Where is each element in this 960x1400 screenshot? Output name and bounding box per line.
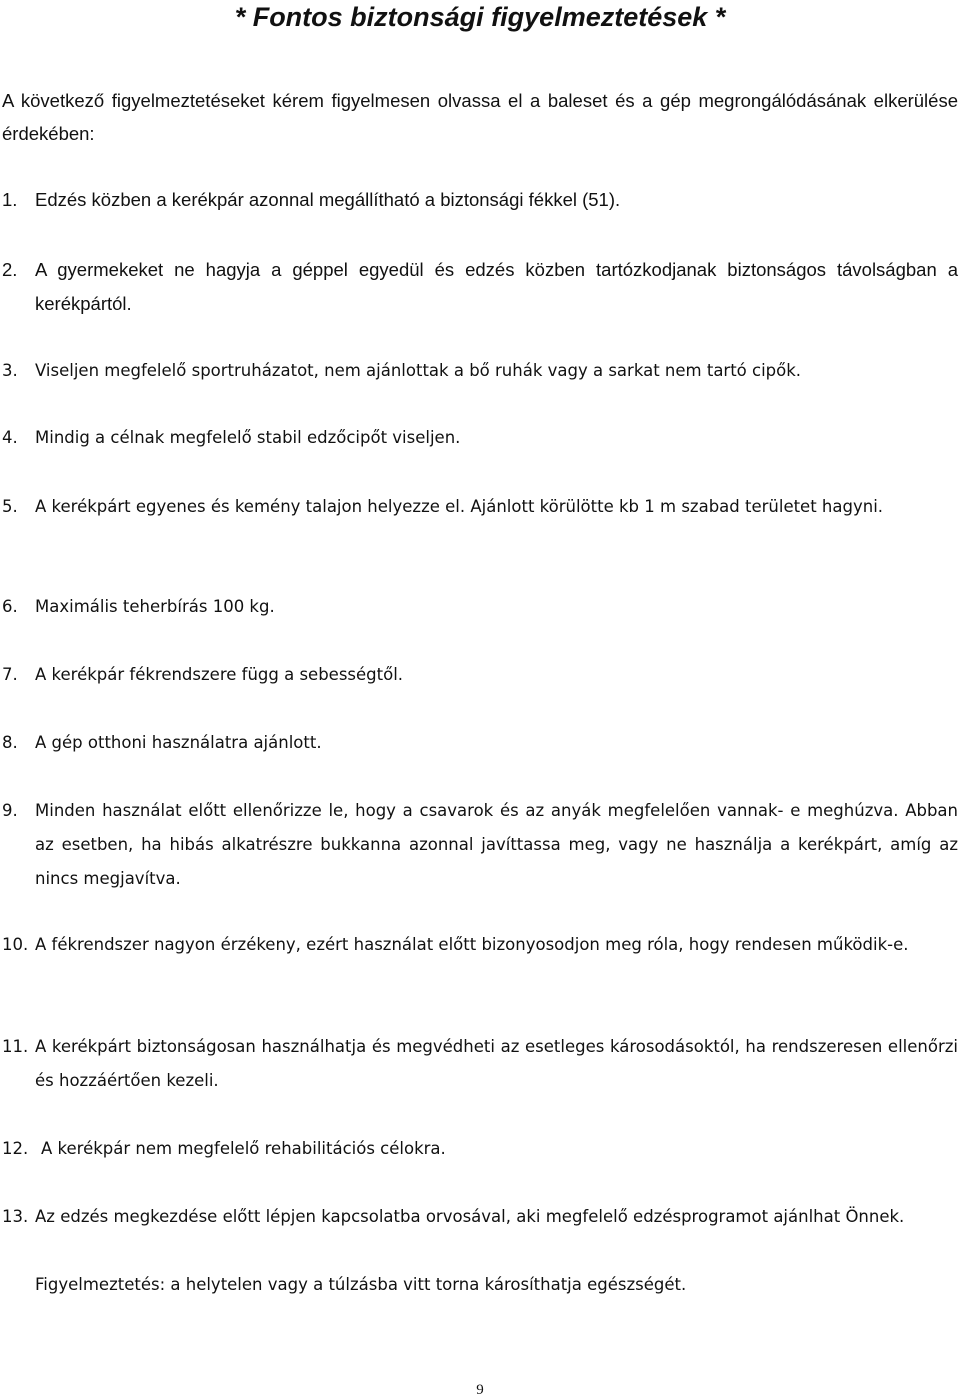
intro-paragraph: A következő figyelmeztetéseket kérem figyelmesen olvassa el a baleset és a gép megrongálódásának elkerülése érdekében:	[2, 90, 958, 144]
list-item-number: 2.	[2, 259, 18, 280]
list-item-number: 11.	[2, 1037, 29, 1056]
list-item-number: 1.	[2, 189, 18, 210]
list-item	[2, 253, 958, 321]
list-item-text: A kerékpárt biztonságosan használhatja és megvédheti az esetleges károsodásoktól, ha rendszeresen ellenőrzi és hozzáértően kezeli.	[35, 1037, 958, 1090]
list-item	[2, 928, 958, 962]
list-item-text: A fékrendszer nagyon érzékeny, ezért használat előtt bizonyosodjon meg róla, hogy rendesen működik-e.	[35, 935, 909, 954]
list-item-text: Edzés közben a kerékpár azonnal megállítható a biztonsági fékkel (51).	[35, 189, 621, 210]
list-item	[2, 658, 958, 692]
list-item-number: 5.	[2, 497, 18, 516]
list-item	[2, 1200, 958, 1234]
list-item	[2, 1030, 958, 1098]
list-item	[2, 183, 958, 217]
list-item-text: Viseljen megfelelő sportruházatot, nem ajánlottak a bő ruhák vagy a sarkat nem tartó cipők.	[35, 361, 802, 380]
list-item-text: A gyermekeket ne hagyja a géppel egyedül és edzés közben tartózkodjanak biztonságos távolságban a kerékpártól.	[35, 259, 958, 314]
list-item-number: 10.	[2, 935, 29, 954]
list-item-text: A kerékpárt egyenes és kemény talajon helyezze el. Ajánlott körülötte kb 1 m szabad területet hagyni.	[35, 497, 884, 516]
list-item	[2, 794, 958, 896]
page-number: 9	[476, 1382, 484, 1398]
list-item	[2, 490, 958, 524]
list-item-text: A kerékpár nem megfelelő rehabilitációs célokra.	[41, 1139, 446, 1158]
list-item-number: 4.	[2, 428, 18, 447]
list-item-text: Az edzés megkezdése előtt lépjen kapcsolatba orvosával, aki megfelelő edzésprogramot ajánlhat Önnek.	[35, 1207, 905, 1226]
list-item-number: 6.	[2, 597, 18, 616]
list-item	[2, 726, 958, 760]
list-item-text: Minden használat előtt ellenőrizze le, hogy a csavarok és az anyák megfelelően vannak- e meghúzva. Abban az esetben, ha hibás alkatrészre bukkanna azonnal javíttassa meg, vagy ne használja a kerékpárt, amíg az nincs megjavítva.	[35, 801, 958, 888]
list-item	[2, 421, 958, 455]
list-item-number: 12.	[2, 1139, 29, 1158]
list-item-number: 8.	[2, 733, 18, 752]
warning-text: Figyelmeztetés: a helytelen vagy a túlzásba vitt torna károsíthatja egészségét.	[35, 1275, 687, 1294]
list-item-number: 13.	[2, 1207, 29, 1226]
list-item-number: 3.	[2, 361, 18, 380]
page-title: * Fontos biztonsági figyelmeztetések *	[234, 2, 726, 32]
list-item-text: A gép otthoni használatra ajánlott.	[35, 733, 322, 752]
list-item	[2, 590, 958, 624]
list-item-number: 9.	[2, 801, 18, 820]
list-item	[2, 1132, 958, 1166]
list-item-number: 7.	[2, 665, 18, 684]
list-item	[2, 354, 958, 388]
list-item-text: Maximális teherbírás 100 kg.	[35, 597, 275, 616]
list-item-text: Mindig a célnak megfelelő stabil edzőcipőt viseljen.	[35, 428, 461, 447]
list-item-text: A kerékpár fékrendszere függ a sebességtől.	[35, 665, 404, 684]
